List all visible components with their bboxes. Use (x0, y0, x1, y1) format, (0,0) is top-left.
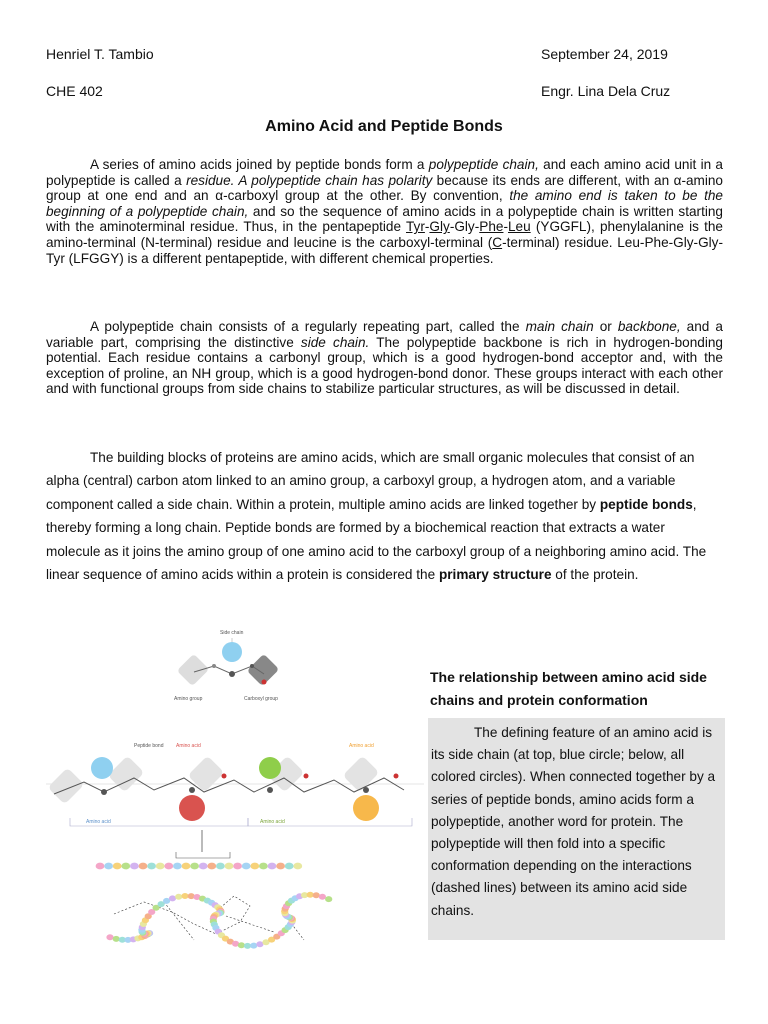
chain-bead (199, 863, 208, 870)
chain-bead (276, 863, 285, 870)
chain-bead (121, 863, 130, 870)
sidebar-body: The defining feature of an amino acid is its side chain (at top, blue circle; below, all colored circles). When connected together by a series of peptide bonds, amino acids form a polypeptide, another word for protein. The polypeptide will then fold into a specific conformation depending on the interactions (dashed lines) between its amino acid side chains. (431, 725, 716, 918)
chain-bead (173, 863, 182, 870)
side-chain-label: Side chain (220, 630, 244, 636)
folded-bead (113, 936, 120, 942)
chain-bead (190, 863, 199, 870)
amino-acid-label-orange: Amino acid (349, 743, 374, 749)
peptide-chain-structure (46, 743, 424, 858)
amino-acid-label-blue: Amino acid (86, 819, 111, 825)
folded-bead (238, 942, 245, 948)
chain-bead (216, 863, 225, 870)
chain-bead (285, 863, 294, 870)
folded-bead (169, 895, 176, 901)
chain-bead (139, 863, 148, 870)
sidebar-heading: The relationship between amino acid side chains and protein conformation (430, 669, 707, 708)
instructor-name: Engr. Lina Dela Cruz (541, 83, 671, 99)
chain-bead (96, 863, 105, 870)
folded-bead (106, 934, 113, 940)
folded-bead (319, 894, 326, 900)
amino-group-label: Amino group (174, 696, 203, 702)
course-code: CHE 402 (46, 83, 103, 99)
chain-bead (242, 863, 251, 870)
author-name: Henriel T. Tambio (46, 46, 154, 62)
chain-bead (104, 863, 113, 870)
chain-bead (225, 863, 234, 870)
chain-bead (147, 863, 156, 870)
chain-bead (233, 863, 242, 870)
chain-bead (293, 863, 302, 870)
chain-bead (268, 863, 277, 870)
folded-bead (244, 943, 251, 949)
amino-acid-label-green: Amino acid (260, 819, 285, 825)
folded-bead (175, 894, 182, 900)
chain-bead (156, 863, 165, 870)
page-title: Amino Acid and Peptide Bonds (265, 118, 503, 135)
folded-bead (250, 943, 257, 949)
sidebar-box (428, 718, 725, 940)
folded-bead (325, 896, 332, 902)
document-date: September 24, 2019 (541, 46, 668, 62)
folded-bead (181, 893, 188, 899)
chain-bead (207, 863, 216, 870)
paragraph-2: A polypeptide chain consists of a regularly repeating part, called the main chain or backbone, and a variable part, comprising the distinctive side chain. The polypeptide backbone is rich in hydrogen-bonding potential. Each residue contains a carbonyl group, which is a good hydrogen-bond acceptor and, with the exception of proline, an NH group, which is a good hydrogen-bond donor. These groups interact with each other and with functional groups from side chains to stabilize particular structures, as will be discussed in detail. (46, 319, 723, 397)
paragraph-3: The building blocks of proteins are amino acids, which are small organic molecules that consist of an alpha (central) carbon atom linked to an amino group, a carboxyl group, a hydrogen atom, and a variable component called a side chain. Within a protein, multiple amino acids are linked together by peptide bonds, thereby forming a long chain. Peptide bonds are formed by a biochemical reaction that extracts a water molecule as it joins the amino group of one amino acid to the carboxyl group of a neighboring amino acid. The linear sequence of amino acids within a protein is considered the primary structure of the protein. (46, 450, 707, 583)
chain-bead (164, 863, 173, 870)
chain-bead (113, 863, 122, 870)
folded-bead (313, 892, 320, 898)
chain-bead (259, 863, 268, 870)
amino-acid-label-red: Amino acid (176, 743, 201, 749)
carboxyl-group-label: Carboxyl group (244, 696, 278, 702)
chain-bead (182, 863, 191, 870)
chain-bead (250, 863, 259, 870)
peptide-bond-label: Peptide bond (134, 743, 164, 749)
paragraph-1: A series of amino acids joined by peptide bonds form a polypeptide chain, and each amino acid unit in a polypeptide is called a residue. A polypeptide chain has polarity because its ends are different, with an α-amino group at one end and an α-carboxyl group at the other. By convention, the amino end is taken to be the beginning of a polypeptide chain, and so the sequence of amino acids in a polypeptide chain is written starting with the aminoterminal residue. Thus, in the pentapeptide Tyr-Gly-Gly-Phe-Leu (YGGFL), phenylalanine is the amino-terminal (N-terminal) residue and leucine is the carboxyl-terminal (C-terminal) residue. Leu-Phe-Gly-Gly-Tyr (LFGGY) is a different pentapeptide, with different chemical properties. (46, 157, 723, 266)
folded-bead-chain (106, 892, 332, 949)
single-amino-acid-structure (174, 630, 279, 702)
amino-acid-diagram (44, 622, 424, 962)
linear-bead-chain (96, 863, 303, 870)
chain-bead (130, 863, 139, 870)
